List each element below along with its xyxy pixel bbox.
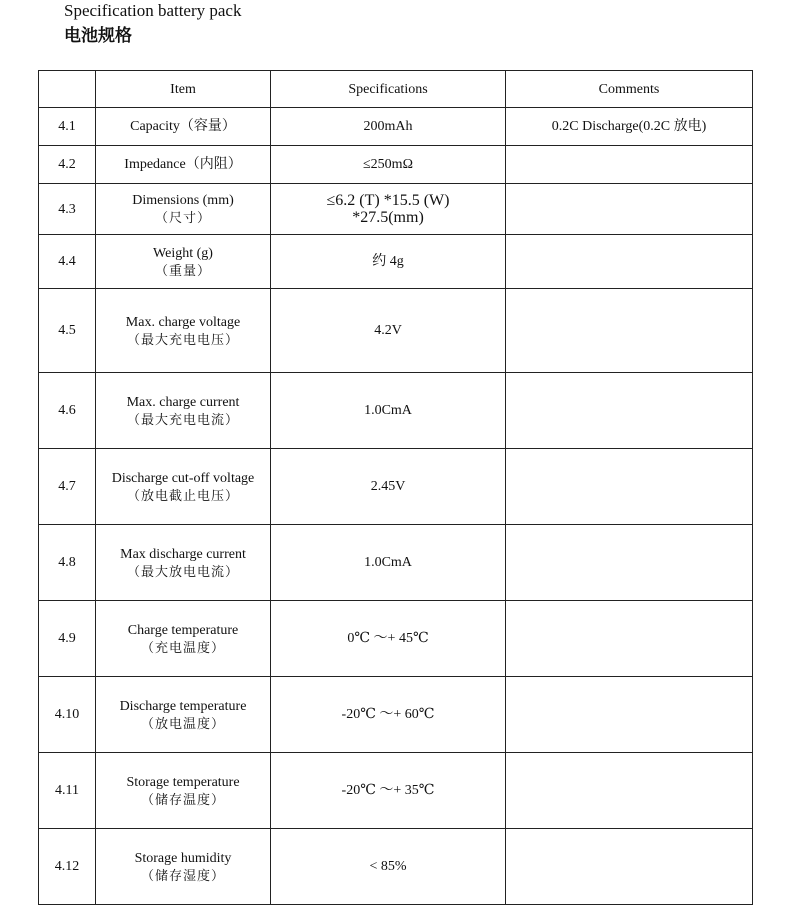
spec-value: -20℃ ～+ 60℃	[341, 707, 435, 722]
document-title-chinese: 电池规格	[64, 26, 132, 46]
row-number: 4.3	[39, 184, 96, 235]
row-comment	[506, 146, 753, 184]
spec-value: 1.0CmA	[364, 403, 412, 418]
row-item	[96, 449, 271, 525]
row-spec	[271, 235, 506, 289]
table-row	[39, 753, 753, 829]
item-label-chinese: （最大充电电压）	[126, 331, 239, 347]
item-label: Storage temperature	[126, 774, 240, 790]
row-number: 4.8	[39, 525, 96, 601]
row-number: 4.9	[39, 601, 96, 677]
item-label-chinese: （储存温度）	[140, 791, 225, 807]
item-label-chinese: （最大放电电流）	[126, 563, 239, 579]
row-spec	[271, 184, 506, 235]
row-number: 4.5	[39, 289, 96, 373]
row-item	[96, 373, 271, 449]
row-item	[96, 108, 271, 146]
row-comment: 0.2C Discharge(0.2C 放电)	[506, 108, 753, 146]
item-label: Capacity（容量）	[130, 119, 236, 134]
row-spec	[271, 829, 506, 905]
table-row	[39, 108, 753, 146]
table-row	[39, 235, 753, 289]
table-row	[39, 184, 753, 235]
spec-value: 1.0CmA	[364, 555, 412, 570]
row-number: 4.1	[39, 108, 96, 146]
table-row	[39, 289, 753, 373]
item-label-chinese: （最大充电电流）	[126, 411, 239, 427]
row-item	[96, 184, 271, 235]
table-row	[39, 449, 753, 525]
row-item	[96, 235, 271, 289]
row-number: 4.2	[39, 146, 96, 184]
item-label: Max discharge current	[120, 546, 246, 562]
spec-value: 2.45V	[370, 479, 406, 494]
row-number: 4.12	[39, 829, 96, 905]
spec-value: 4.2V	[374, 323, 402, 338]
row-spec	[271, 289, 506, 373]
item-label: Charge temperature	[127, 622, 239, 638]
table-row	[39, 829, 753, 905]
row-spec	[271, 108, 506, 146]
table-header-row	[39, 71, 753, 108]
item-label: Discharge temperature	[119, 698, 247, 714]
row-item	[96, 289, 271, 373]
row-item	[96, 753, 271, 829]
specification-table	[38, 70, 753, 905]
item-label: Storage humidity	[134, 850, 232, 866]
spec-value: 0℃ ～+ 45℃	[347, 631, 429, 646]
row-item	[96, 677, 271, 753]
table-row	[39, 373, 753, 449]
row-spec	[271, 525, 506, 601]
row-comment	[506, 449, 753, 525]
row-number: 4.10	[39, 677, 96, 753]
row-comment	[506, 289, 753, 373]
item-label-chinese: （放电温度）	[140, 715, 225, 731]
table-row	[39, 677, 753, 753]
row-item	[96, 601, 271, 677]
spec-value: -20℃ ～+ 35℃	[341, 783, 435, 798]
item-label: Max. charge current	[126, 394, 240, 410]
row-comment	[506, 235, 753, 289]
spec-value: ≤6.2 (T) *15.5 (W)	[326, 192, 450, 209]
item-label-chinese: （尺寸）	[154, 210, 211, 225]
item-label-chinese: （重量）	[154, 262, 211, 278]
row-comment	[506, 184, 753, 235]
row-spec	[271, 449, 506, 525]
row-comment	[506, 677, 753, 753]
row-item	[96, 829, 271, 905]
header-number	[39, 71, 96, 108]
item-label: Discharge cut-off voltage	[111, 470, 255, 486]
header-specifications: Specifications	[271, 71, 506, 108]
table-row	[39, 601, 753, 677]
row-comment	[506, 829, 753, 905]
header-comments: Comments	[506, 71, 753, 108]
spec-value: 约 4g	[372, 254, 404, 269]
item-label-chinese: （放电截止电压）	[126, 487, 239, 503]
row-item	[96, 525, 271, 601]
table-row	[39, 525, 753, 601]
item-label-chinese: （充电温度）	[140, 639, 225, 655]
row-comment	[506, 753, 753, 829]
row-spec	[271, 677, 506, 753]
row-number: 4.7	[39, 449, 96, 525]
row-item	[96, 146, 271, 184]
header-item: Item	[96, 71, 271, 108]
item-label: Max. charge voltage	[125, 314, 241, 330]
spec-value: ≤250mΩ	[363, 157, 413, 172]
item-label: Dimensions (mm)	[132, 193, 234, 208]
spec-value: 200mAh	[363, 119, 413, 134]
row-comment	[506, 525, 753, 601]
spec-value-line2: *27.5(mm)	[352, 209, 424, 226]
row-number: 4.11	[39, 753, 96, 829]
row-number: 4.4	[39, 235, 96, 289]
row-spec	[271, 753, 506, 829]
table-row	[39, 146, 753, 184]
row-comment	[506, 601, 753, 677]
row-comment	[506, 373, 753, 449]
document-title-english: Specification battery pack	[64, 1, 242, 20]
item-label: Weight (g)	[153, 245, 213, 261]
item-label: Impedance（内阻）	[124, 157, 242, 172]
spec-value: < 85%	[369, 859, 407, 874]
row-number: 4.6	[39, 373, 96, 449]
row-spec	[271, 601, 506, 677]
item-label-chinese: （储存湿度）	[140, 867, 225, 883]
row-spec	[271, 373, 506, 449]
row-spec	[271, 146, 506, 184]
